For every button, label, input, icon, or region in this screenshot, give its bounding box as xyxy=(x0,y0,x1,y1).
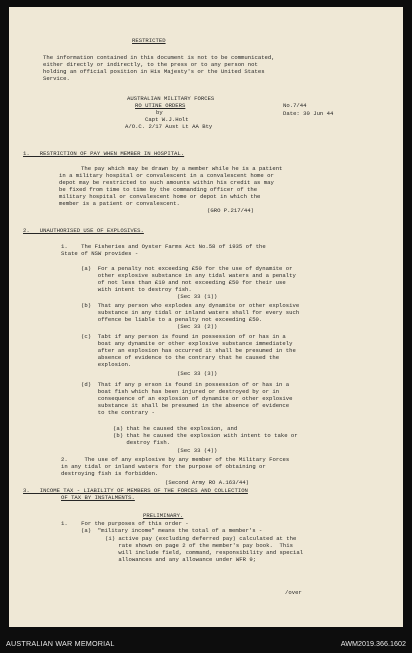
clause-b: substance in any tidal or inland waters shall for every such xyxy=(81,309,300,316)
clause-c: (c) Tabt if any person is found in possession of or has in a xyxy=(81,333,286,340)
section-1-body: The pay which may be drawn by a member while he is a patient xyxy=(81,165,283,172)
archive-name: AUSTRALIAN WAR MEMORIAL xyxy=(6,639,115,648)
clause-a: of not less than £10 and not exceeding £50 for their use xyxy=(81,279,286,286)
section-2-heading: 2. UNAUTHORISED USE OF EXPLOSIVES. xyxy=(23,227,144,234)
by-label: by xyxy=(156,109,163,116)
section-1-body: military hospital or convalescent home or depot in which the xyxy=(59,193,261,200)
clause-d: substance it shall be presumed in the absence of evidence xyxy=(81,402,290,409)
section-3-item: (i) active pay (excluding deferred pay) calculated at the xyxy=(105,535,297,542)
clause-a: with intent to destroy fish. xyxy=(81,286,192,293)
clause-c: boat any dynamite or other explosive substance immediately xyxy=(81,340,293,347)
section-1-body: depot may be restricted to such amounts within his credit as may xyxy=(59,179,274,186)
reference: (Second Army RO A.163/44) xyxy=(165,479,249,486)
clause-d-item: destroy fish. xyxy=(113,439,171,446)
section-3-para: 1. For the purposes of this order - xyxy=(61,520,189,527)
clause-d-item: (b) that he caused the explosion with intent to take or xyxy=(113,432,298,439)
section-2-intro: State of NSW provides - xyxy=(61,250,139,257)
clause-b: (b) That any person who explodes any dynamite or other explosive xyxy=(81,302,300,309)
clause-a: other explosive substance in any tidal waters and a penalty xyxy=(81,272,296,279)
section-3-heading: 3. INCOME TAX - LIABILITY OF MEMBERS OF THE FORCES AND COLLECTION xyxy=(23,487,248,494)
clause-c: after an explosion has occurred it shall be presumed in the xyxy=(81,347,296,354)
clause-a: (a) For a penalty not exceeding £50 for the use of dynamite or xyxy=(81,265,293,272)
unit: A/O.C. 2/17 Aust Lt AA Bty xyxy=(125,123,213,130)
clause-d: consequence of an explosion of dynamite or other explosive xyxy=(81,395,293,402)
section-3-item: allowances and any allowance under WFR 9; xyxy=(105,556,257,563)
document-page xyxy=(9,7,403,627)
clause-c: explosion. xyxy=(81,361,132,368)
clause-d: boat fish which has been injured or destroyed by or in xyxy=(81,388,280,395)
section-2-para-2: destroying fish is forbidden. xyxy=(61,470,159,477)
section-3-item: will include field, command, responsibility and special xyxy=(105,549,304,556)
order-number: No.7/44 xyxy=(283,102,307,109)
notice-line: Service. xyxy=(43,75,70,82)
notice-line: holding an official position in His Majesty's or the United States xyxy=(43,68,265,75)
section-2-para-2: in any tidal or inland waters for the purpose of obtaining or xyxy=(61,463,266,470)
restricted-marking: RESTRICTED xyxy=(132,37,166,44)
section-2-para-2: 2. The use of any explosive by any member of the Military Forces xyxy=(61,456,290,463)
section-1-body: be fixed from time to time by the commanding officer of the xyxy=(59,186,258,193)
reference: (Sec 33 (3)) xyxy=(177,370,218,377)
section-1-heading: 1. RESTRICTION OF PAY WHEN MEMBER IN HOSPITAL. xyxy=(23,150,185,157)
notice-line: either directly or indirectly, to the press or to any person not xyxy=(43,61,258,68)
clause-d: to the contrary - xyxy=(81,409,155,416)
author: Capt W.J.Holt xyxy=(145,116,189,123)
clause-d-item: (a) that he caused the explosion, and xyxy=(113,425,238,432)
archive-id: AWM2019.366.1602 xyxy=(340,639,406,648)
section-2-intro: 1. The Fisheries and Oyster Farms Act No.58 of 1935 of the xyxy=(61,243,266,250)
reference: (Sec 33 (2)) xyxy=(177,323,218,330)
reference: (GRO P.217/44) xyxy=(207,207,254,214)
archive-footer xyxy=(0,630,412,653)
reference: (Sec 33 (4)) xyxy=(177,447,218,454)
order-subtitle: RO UTINE ORDERS xyxy=(135,102,186,109)
section-3-heading: OF TAX BY INSTALMENTS. xyxy=(61,494,135,501)
clause-b: offence be liable to a penalty not exceeding £50. xyxy=(81,316,263,323)
order-date: Date: 30 Jun 44 xyxy=(283,110,334,117)
notice-line: The information contained in this document is not to be communicated, xyxy=(43,54,275,61)
reference: (Sec 33 (1)) xyxy=(177,293,218,300)
section-1-body: member is a patient or convalescent. xyxy=(59,200,180,207)
section-3-clause-a: (a) "military income" means the total of a member's - xyxy=(81,527,263,534)
section-1-body: in a military hospital or convalescent in a convalescent home or xyxy=(59,172,274,179)
clause-c: absence of evidence to the contrary that he caused the xyxy=(81,354,280,361)
over-marker: /over xyxy=(285,589,302,596)
preliminary-heading: PRELIMINARY. xyxy=(143,512,184,519)
section-3-item: rate shown on page 2 of the member's pay book. This xyxy=(105,542,293,549)
order-title: AUSTRALIAN MILITARY FORCES xyxy=(127,95,215,102)
clause-d: (d) That if any p erson is found in possession of or has in a xyxy=(81,381,290,388)
